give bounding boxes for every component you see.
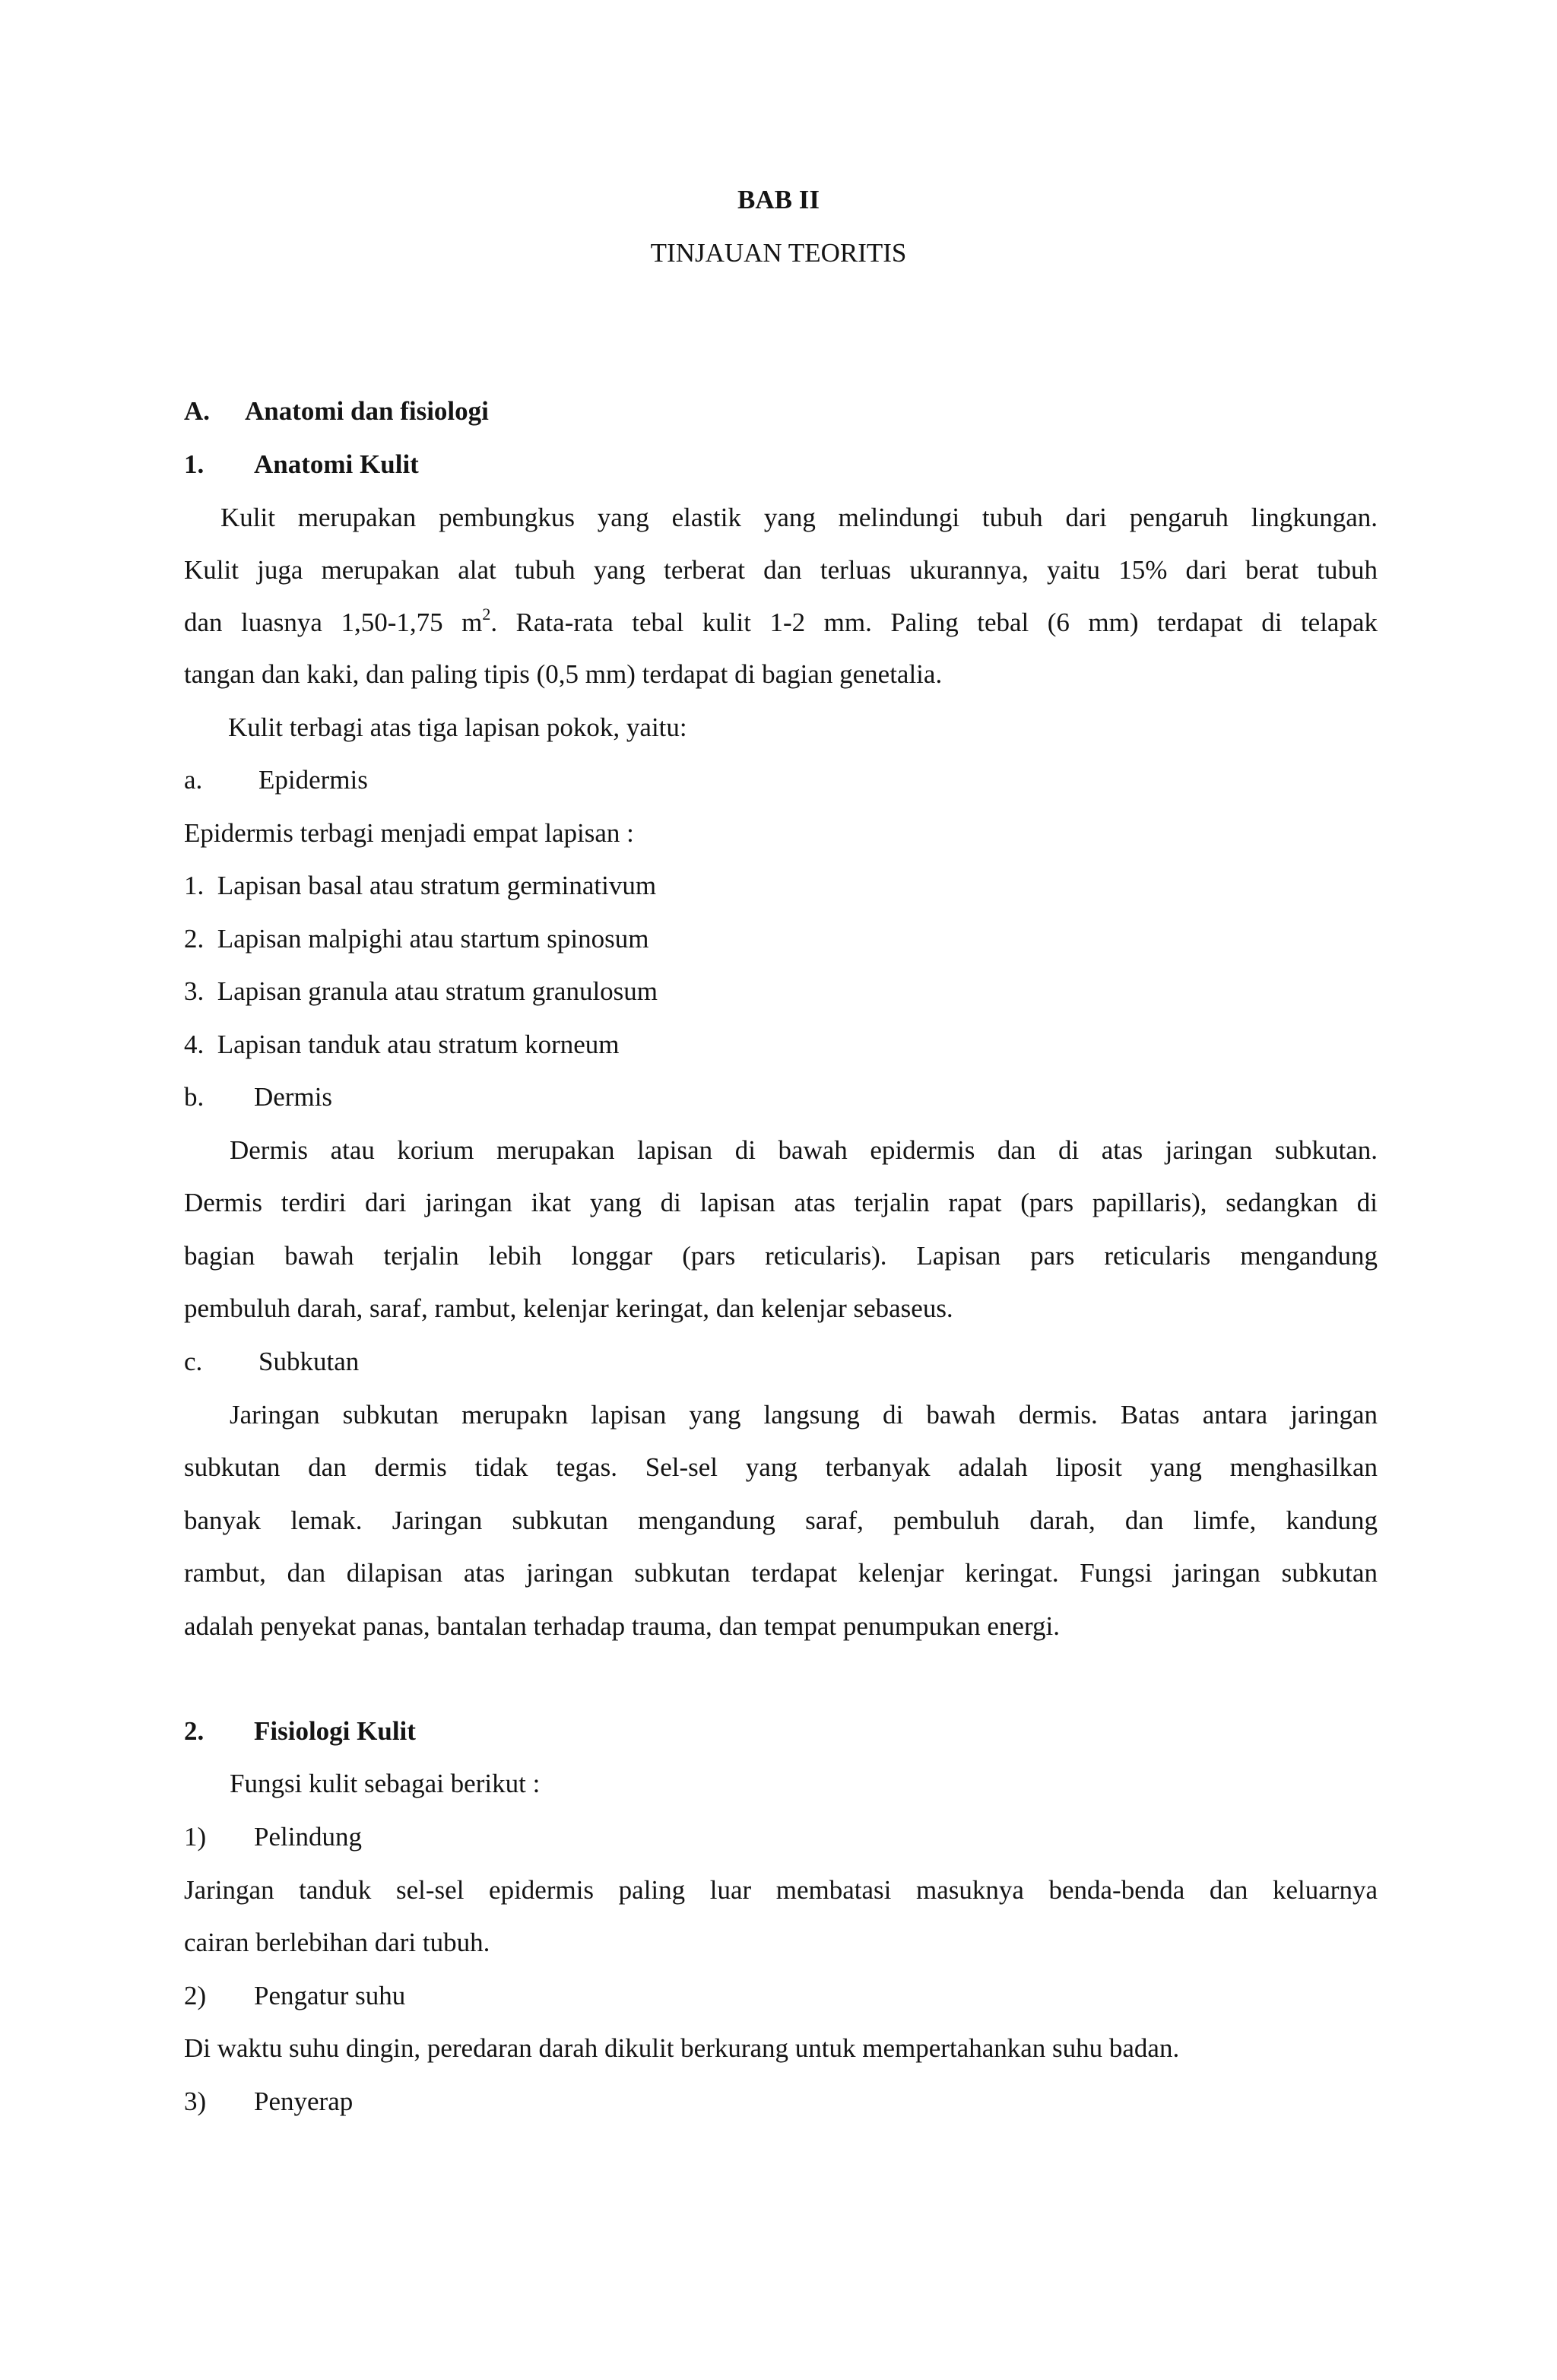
para2: Kulit terbagi atas tiga lapisan pokok, yaitu:	[228, 712, 687, 742]
para1-line2: Kulit juga merupakan alat tubuh yang terberat dan terluas ukurannya, yaitu 15% dari berat tubuh	[184, 555, 1378, 585]
subkutan-line3: banyak lemak. Jaringan subkutan mengandung saraf, pembuluh darah, dan limfe, kandung	[184, 1506, 1378, 1535]
f2-label: Pengatur suhu	[254, 1981, 406, 2010]
epidermis-layer-4: 4. Lapisan tanduk atau stratum korneum	[184, 1030, 620, 1059]
section-a-marker: A.	[184, 396, 211, 426]
f1-text-line2: cairan berlebihan dari tubuh.	[184, 1928, 490, 1957]
para1-line3: dan luasnya 1,50-1,75 $m^2$. Rata-rata tebal kulit 1-2 mm. Paling tebal (6 mm) terdapat di telapak	[184, 605, 1378, 637]
epidermis-intro: Epidermis terbagi menjadi empat lapisan :	[184, 818, 634, 848]
dermis-line2: Dermis terdiri dari jaringan ikat yang di lapisan atas terjalin rapat (pars papillaris), sedangkan di	[184, 1188, 1378, 1217]
f3-label: Penyerap	[254, 2086, 354, 2116]
para1-line4: tangan dan kaki, dan paling tipis (0,5 mm) terdapat di bagian genetalia.	[184, 659, 943, 689]
subkutan-line4: rambut, dan dilapisan atas jaringan subkutan terdapat kelenjar keringat. Fungsi jaringan subkutan	[184, 1558, 1378, 1588]
f1-marker: 1)	[184, 1822, 207, 1852]
sub2-intro: Fungsi kulit sebagai berikut :	[230, 1769, 541, 1798]
item-a-marker: a.	[184, 765, 203, 795]
item-c-marker: c.	[184, 1347, 203, 1376]
sub1-marker: 1.	[184, 449, 205, 479]
item-c-label: Subkutan	[258, 1347, 360, 1376]
sub2-marker: 2.	[184, 1716, 205, 1746]
subkutan-line2: subkutan dan dermis tidak tegas. Sel-sel yang terbanyak adalah liposit yang menghasilkan	[184, 1452, 1378, 1482]
superscript-2: 2	[482, 605, 491, 624]
f3-marker: 3)	[184, 2086, 207, 2116]
sub2-title: Fisiologi Kulit	[254, 1716, 416, 1746]
f2-marker: 2)	[184, 1981, 207, 2010]
para1-line1: Kulit merupakan pembungkus yang elastik yang melindungi tubuh dari pengaruh lingkungan.	[220, 503, 1378, 532]
subkutan-line1: Jaringan subkutan merupakn lapisan yang langsung di bawah dermis. Batas antara jaringan	[230, 1400, 1378, 1430]
item-b-label: Dermis	[254, 1082, 333, 1112]
f1-text-line1: Jaringan tanduk sel-sel epidermis paling luar membatasi masuknya benda-benda dan keluarnya	[184, 1875, 1378, 1905]
dermis-line4: pembuluh darah, saraf, rambut, kelenjar keringat, dan kelenjar sebaseus.	[184, 1293, 953, 1323]
item-b-marker: b.	[184, 1082, 205, 1112]
sub1-title: Anatomi Kulit	[254, 449, 419, 479]
f2-text: Di waktu suhu dingin, peredaran darah dikulit berkurang untuk mempertahankan suhu badan.	[184, 2033, 1180, 2063]
section-a-title: Anatomi dan fisiologi	[245, 396, 489, 426]
chapter-label: BAB II	[737, 185, 820, 214]
epidermis-layer-1: 1. Lapisan basal atau stratum germinativum	[184, 871, 657, 900]
dermis-line3: bagian bawah terjalin lebih longgar (pars reticularis). Lapisan pars reticularis mengandung	[184, 1241, 1378, 1271]
epidermis-layer-3: 3. Lapisan granula atau stratum granulosum	[184, 976, 658, 1006]
subkutan-line5: adalah penyekat panas, bantalan terhadap trauma, dan tempat penumpukan energi.	[184, 1611, 1060, 1641]
dermis-line1: Dermis atau korium merupakan lapisan di bawah epidermis dan di atas jaringan subkutan.	[230, 1135, 1378, 1165]
item-a-label: Epidermis	[258, 765, 368, 795]
f1-label: Pelindung	[254, 1822, 362, 1852]
epidermis-layer-2: 2. Lapisan malpighi atau startum spinosum	[184, 924, 649, 954]
chapter-title: TINJAUAN TEORITIS	[650, 238, 907, 268]
